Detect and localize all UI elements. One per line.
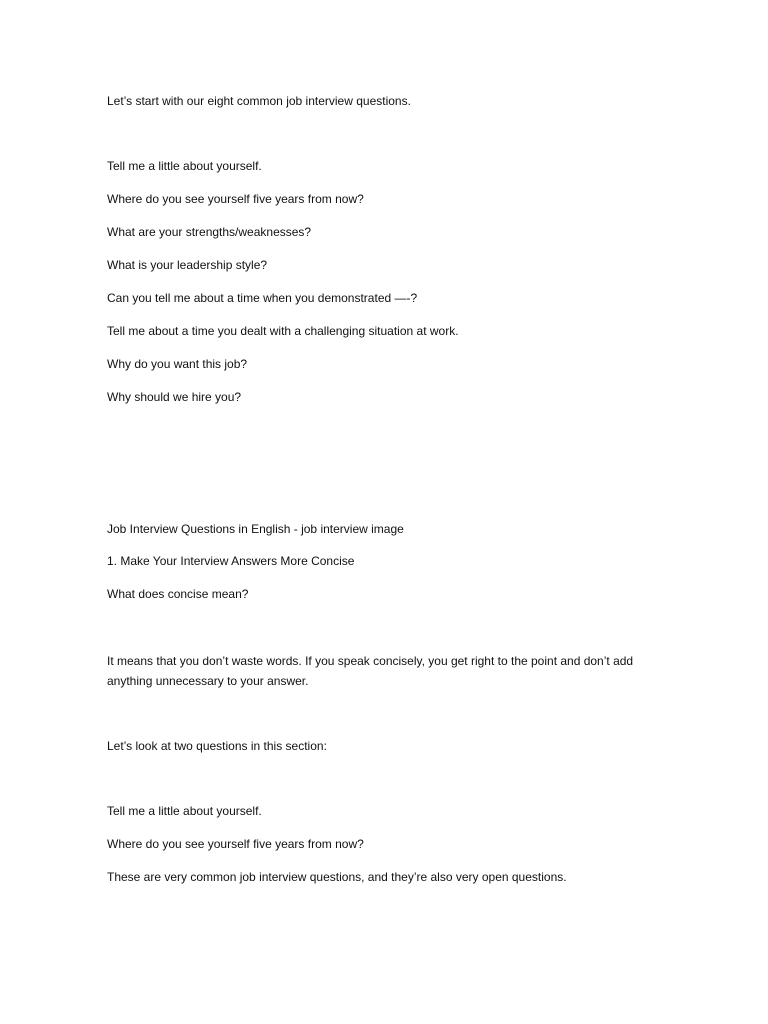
section-question: What does concise mean?: [107, 587, 249, 601]
intro-paragraph: Let’s start with our eight common job interview questions.: [107, 94, 411, 108]
list-item: Why should we hire you?: [107, 390, 242, 404]
list-item: Tell me a little about yourself.: [107, 159, 262, 173]
section-heading: 1. Make Your Interview Answers More Concise: [107, 554, 355, 568]
list-item: Where do you see yourself five years from now?: [107, 192, 364, 206]
lead-in-paragraph: Let’s look at two questions in this section:: [107, 739, 327, 753]
list-item: Tell me about a time you dealt with a challenging situation at work.: [107, 324, 459, 338]
list-item: Where do you see yourself five years from now?: [107, 837, 364, 851]
list-item: Tell me a little about yourself.: [107, 804, 262, 818]
list-item: What are your strengths/weaknesses?: [107, 225, 312, 239]
list-item: Can you tell me about a time when you demonstrated —-?: [107, 291, 418, 305]
answer-paragraph: It means that you don’t waste words. If you speak concisely, you get right to the point and don’t add anything unnecessary to your answer.: [107, 654, 634, 688]
image-caption: Job Interview Questions in English - job interview image: [107, 522, 404, 536]
closing-paragraph: These are very common job interview questions, and they’re also very open questions.: [107, 870, 567, 884]
list-item: What is your leadership style?: [107, 258, 268, 272]
list-item: Why do you want this job?: [107, 357, 248, 371]
